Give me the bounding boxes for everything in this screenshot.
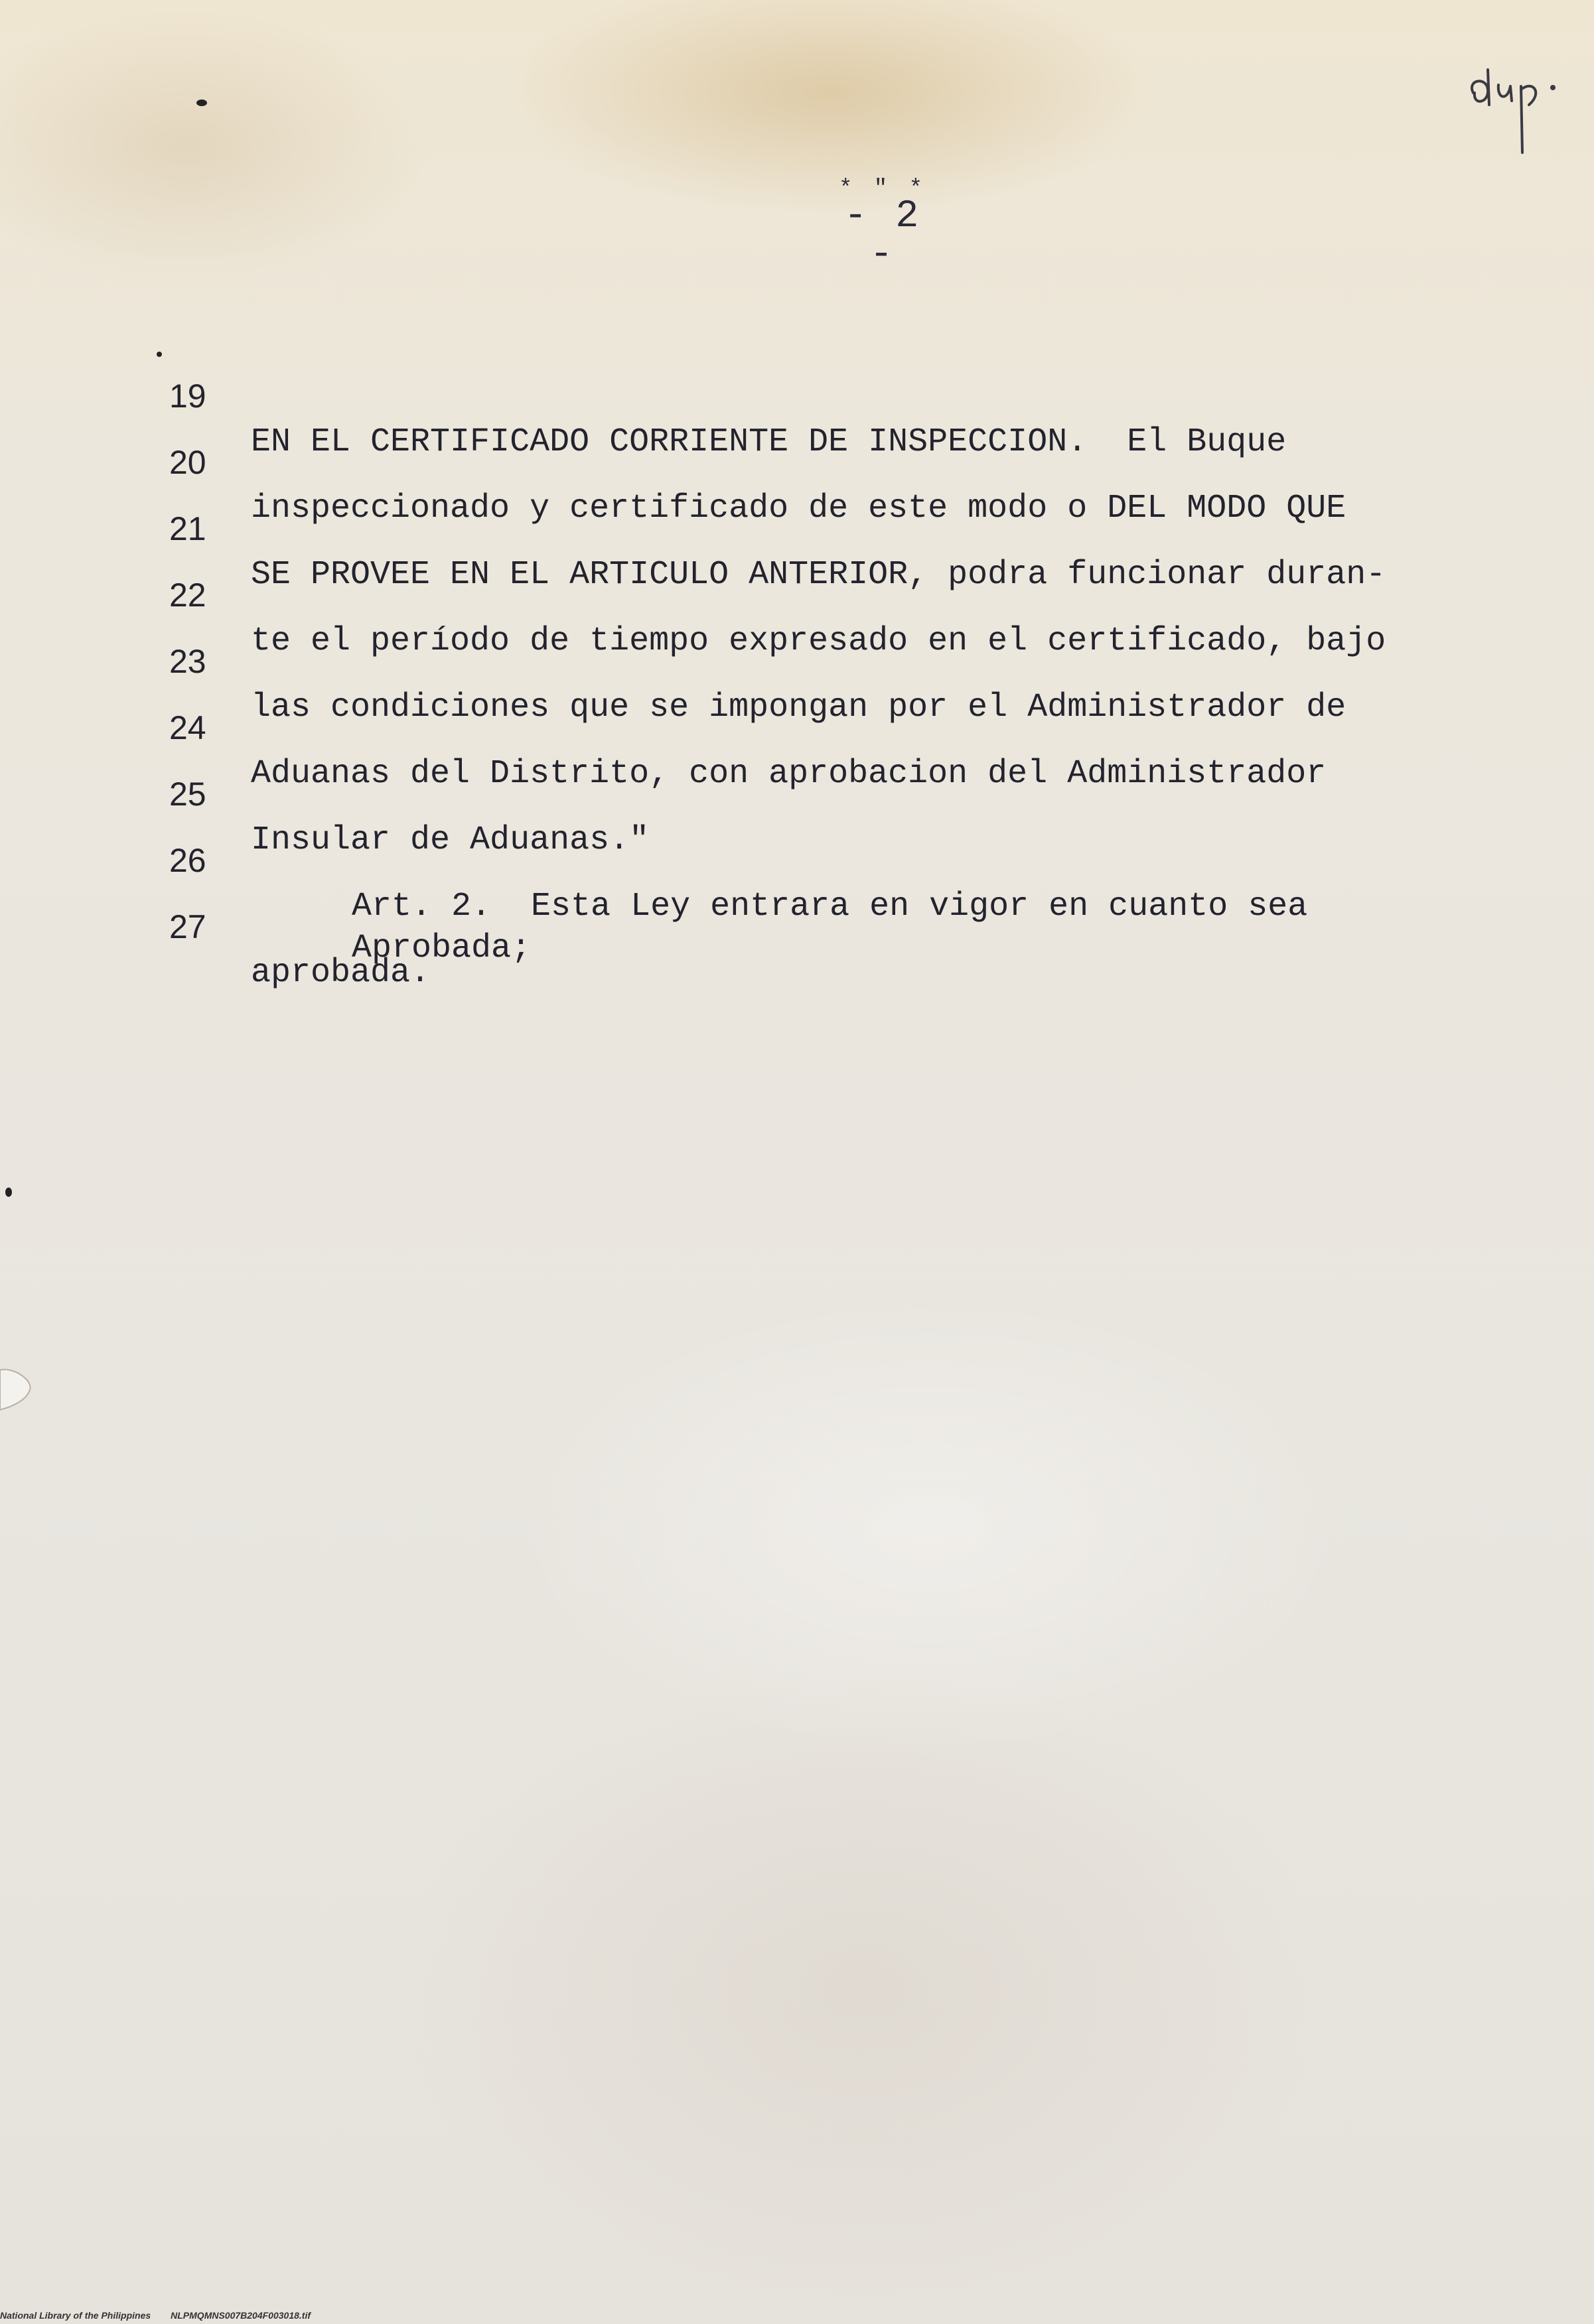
scan-footer	[0, 2310, 311, 2321]
ink-speck	[5, 1188, 12, 1197]
text-line	[0, 326, 1287, 461]
line-number: 24	[169, 709, 206, 746]
line-text: inspeccionado y certificado de este modo o DEL MODO QUE	[251, 490, 1346, 527]
ink-speck	[157, 352, 162, 357]
page-number: - 2 -	[843, 195, 922, 277]
line-number: 21	[169, 510, 206, 547]
line-number: 26	[169, 842, 206, 879]
line-number: 19	[169, 377, 206, 415]
line-text: EN EL CERTIFICADO CORRIENTE DE INSPECCION. El Buque	[251, 423, 1287, 461]
line-text: Aduanas del Distrito, con aprobacion del Administrador	[251, 755, 1327, 793]
line-text: aprobada.	[251, 954, 431, 992]
page-header	[830, 178, 936, 275]
line-number: 23	[169, 643, 206, 680]
approval-signoff: Aprobada;	[352, 929, 532, 967]
header-stars: * " *	[838, 176, 927, 202]
line-text: las condiciones que se impongan por el Administrador de	[251, 689, 1346, 726]
ink-speck	[196, 100, 207, 106]
line-text: SE PROVEE EN EL ARTICULO ANTERIOR, podra funcionar duran-	[251, 556, 1386, 594]
line-text: te el período de tiempo expresado en el certificado, bajo	[251, 622, 1386, 660]
line-text: Insular de Aduanas."	[251, 821, 650, 859]
paper-tear	[0, 1367, 40, 1413]
library-credit: National Library of the Philippines	[0, 2310, 151, 2321]
line-number: 25	[169, 776, 206, 813]
line-text: Art. 2. Esta Ley entrara en vigor en cuanto sea	[352, 888, 1308, 925]
handwritten-note	[1460, 53, 1573, 166]
line-number: 27	[169, 908, 206, 945]
line-number: 22	[169, 577, 206, 614]
file-reference: NLPMQMNS007B204F003018.tif	[171, 2310, 311, 2321]
line-number: 20	[169, 444, 206, 481]
